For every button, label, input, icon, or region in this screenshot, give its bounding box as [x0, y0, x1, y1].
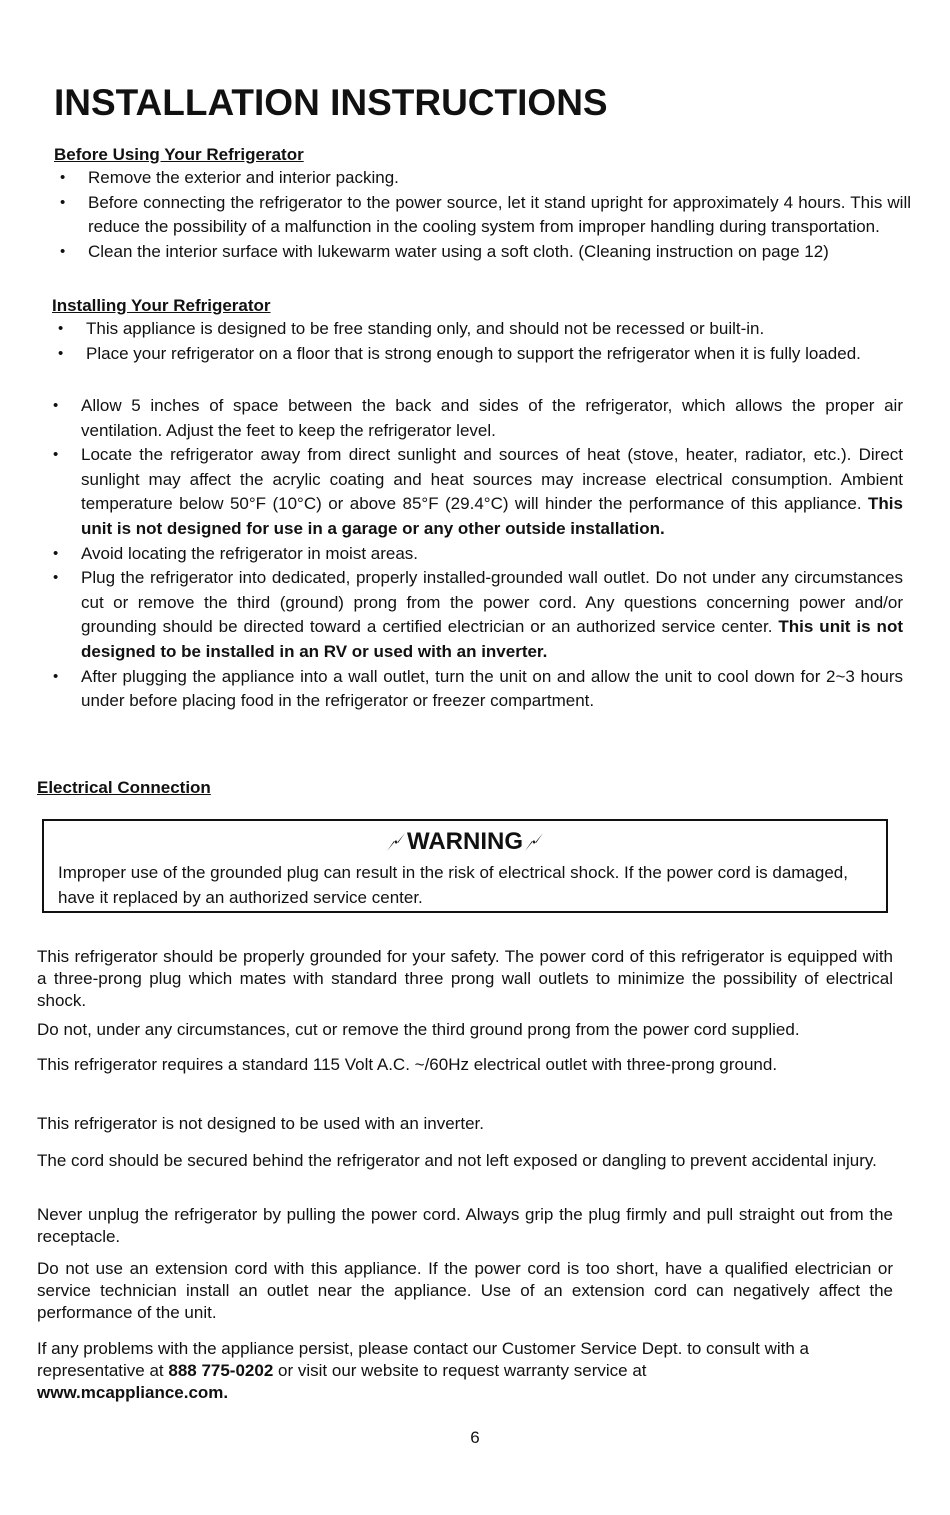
- installing-heading: Installing Your Refrigerator: [52, 296, 271, 315]
- list-item: • Avoid locating the refrigerator in moist areas.: [81, 542, 903, 567]
- list-item: [81, 443, 903, 541]
- list-item: • Clean the interior surface with lukewarm water using a soft cloth. (Cleaning instruction on page 12): [88, 240, 911, 265]
- contact-text: If any problems with the appliance persist, please contact our Customer Service Dept. to consult with a representative at: [37, 1339, 809, 1380]
- locate-text: Locate the refrigerator away from direct sunlight and sources of heat (stove, heater, radiator, etc.). Direct sunlight may affect the acrylic coating and heat sources may increase electrical consumption. Ambient temperature below 50°F (10°C) or above 85°F (29.4°C) will hinder the performance of this appliance.: [81, 445, 903, 514]
- installing-list-b: [81, 394, 903, 714]
- grounding-paragraph: This refrigerator should be properly grounded for your safety. The power cord of this refrigerator is equipped with a three-prong plug which mates with standard three prong wall outlets to minimize the possibility of electrical shock.: [37, 947, 893, 1010]
- contact-website-link[interactable]: www.mcappliance.com.: [37, 1383, 229, 1402]
- electrical-heading: Electrical Connection: [37, 778, 211, 797]
- installing-list-a: [86, 317, 909, 366]
- list-item: • Place your refrigerator on a floor that is strong enough to support the refrigerator when it is fully loaded.: [86, 342, 909, 367]
- voltage-paragraph: This refrigerator requires a standard 115 Volt A.C. ~/60Hz electrical outlet with three-prong ground.: [37, 1055, 778, 1074]
- extension-cord-paragraph: Do not use an extension cord with this appliance. If the power cord is too short, have a qualified electrician or service technician install an outlet near the appliance. Use of an extension cord can negatively affect the performance of the unit.: [37, 1259, 893, 1322]
- contact-phone: 888 775-0202: [168, 1361, 274, 1380]
- third-prong-paragraph: Do not, under any circumstances, cut or remove the third ground prong from the power cord supplied.: [37, 1020, 800, 1039]
- warning-text: Improper use of the grounded plug can result in the risk of electrical shock. If the power cord is damaged, have it replaced by an authorized service center.: [58, 863, 848, 907]
- list-item: • After plugging the appliance into a wall outlet, turn the unit on and allow the unit to cool down for 2~3 hours under before placing food in the refrigerator or freezer compartment.: [81, 665, 903, 714]
- inverter-paragraph: This refrigerator is not designed to be used with an inverter.: [37, 1114, 484, 1133]
- before-using-heading: Before Using Your Refrigerator: [54, 145, 304, 164]
- page-number: 6: [470, 1428, 480, 1447]
- locate-warning-bold: This unit is not designed for use in a garage or any other outside installation.: [81, 494, 903, 538]
- list-item: • Allow 5 inches of space between the back and sides of the refrigerator, which allows the proper air ventilation. Adjust the feet to keep the refrigerator level.: [81, 394, 903, 443]
- before-using-list: [88, 166, 911, 264]
- warning-title-text: WARNING: [407, 828, 523, 855]
- list-item: • Before connecting the refrigerator to the power source, let it stand upright for approximately 4 hours. This will reduce the possibility of a malfunction in the cooling system from improper handling during transportation.: [88, 191, 911, 240]
- contact-paragraph: [37, 1338, 887, 1404]
- warning-box: [42, 819, 888, 913]
- page-title: INSTALLATION INSTRUCTIONS: [54, 82, 608, 123]
- cord-secured-paragraph: The cord should be secured behind the refrigerator and not left exposed or dangling to prevent accidental injury.: [37, 1151, 877, 1170]
- warning-title: [44, 827, 886, 857]
- list-item: [81, 566, 903, 664]
- lightning-bolt-icon: [385, 832, 407, 852]
- list-item: • Remove the exterior and interior packing.: [88, 166, 911, 191]
- unplug-paragraph: Never unplug the refrigerator by pulling the power cord. Always grip the plug firmly and pull straight out from the receptacle.: [37, 1205, 893, 1246]
- plug-text: Plug the refrigerator into dedicated, properly installed-grounded wall outlet. Do not under any circumstances cut or remove the third (ground) prong from the power cord. Any questions concerning power and/or grounding should be directed toward a certified electrician or an authorized service center.: [81, 568, 903, 637]
- list-item: • This appliance is designed to be free standing only, and should not be recessed or built-in.: [86, 317, 909, 342]
- contact-text: or visit our website to request warranty service at: [273, 1361, 647, 1380]
- plug-warning-bold: This unit is not designed to be installed in an RV or used with an inverter.: [81, 617, 903, 661]
- lightning-bolt-icon: [523, 832, 545, 852]
